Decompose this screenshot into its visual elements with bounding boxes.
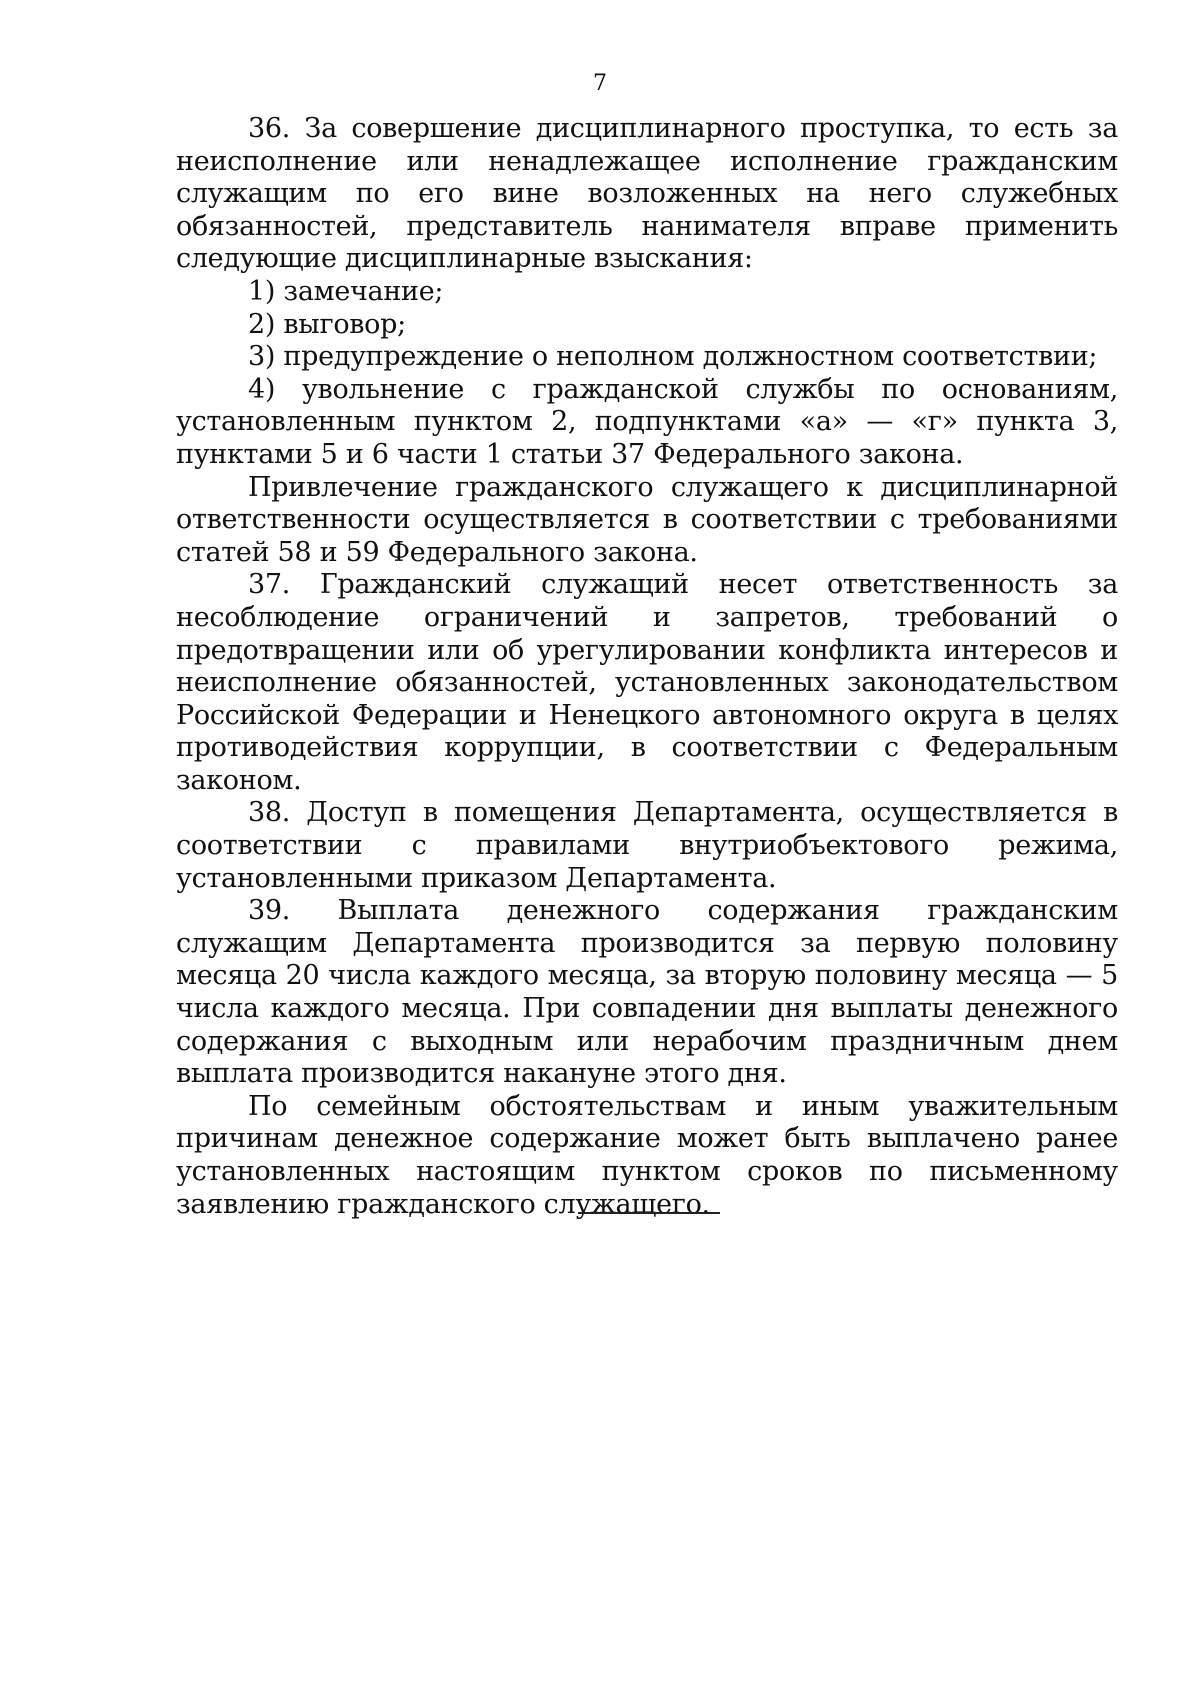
paragraph-38: 38. Доступ в помещения Департамента, осуществляется в соответствии с правилами внутриобъектового режима, установленными приказом Департамента. — [176, 797, 1118, 894]
list-item-remark: 1) замечание; — [248, 275, 444, 307]
end-separator-line — [578, 1212, 720, 1214]
list-item-dismissal: 4) увольнение с гражданской службы по основаниям, установленным пунктом 2, подпунктами «а» — «г» пункта 3, пунктами 5 и 6 части 1 статьи 37 Федерального закона. — [176, 373, 1118, 470]
list-item-warning: 3) предупреждение о неполном должностном соответствии; — [248, 341, 1098, 373]
paragraph-36: 36. За совершение дисциплинарного проступка, то есть за неисполнение или ненадлежащее исполнение гражданским служащим по его вине возложенных на него служебных обязанностей, представитель нанимателя вправе применить следующие дисциплинарные взыскания: — [176, 113, 1118, 275]
document-body — [176, 113, 1118, 1221]
paragraph-liability: Привлечение гражданского служащего к дисциплинарной ответственности осуществляется в соответствии с требованиями статей 58 и 59 Федерального закона. — [176, 471, 1118, 568]
paragraph-37: 37. Гражданский служащий несет ответственность за несоблюдение ограничений и запретов, требований о предотвращении или об урегулировании конфликта интересов и неисполнение обязанностей, установленных законодательством Российской Федерации и Ненецкого автономного округа в целях противодействия коррупции, в соответствии с Федеральным законом. — [176, 569, 1118, 796]
page-number: 7 — [593, 71, 607, 96]
paragraph-39: 39. Выплата денежного содержания гражданским служащим Департамента производится за первую половину месяца 20 числа каждого месяца, за вторую половину месяца — 5 числа каждого месяца. При совпадении дня выплаты денежного содержания с выходным или нерабочим праздничным днем выплата производится накануне этого дня. — [176, 895, 1118, 1090]
list-item-reprimand: 2) выговор; — [248, 308, 406, 340]
paragraph-family-circumstances: По семейным обстоятельствам и иным уважительным причинам денежное содержание может быть выплачено ранее установленных настоящим пунктом сроков по письменному заявлению гражданского служащего. — [176, 1090, 1118, 1220]
